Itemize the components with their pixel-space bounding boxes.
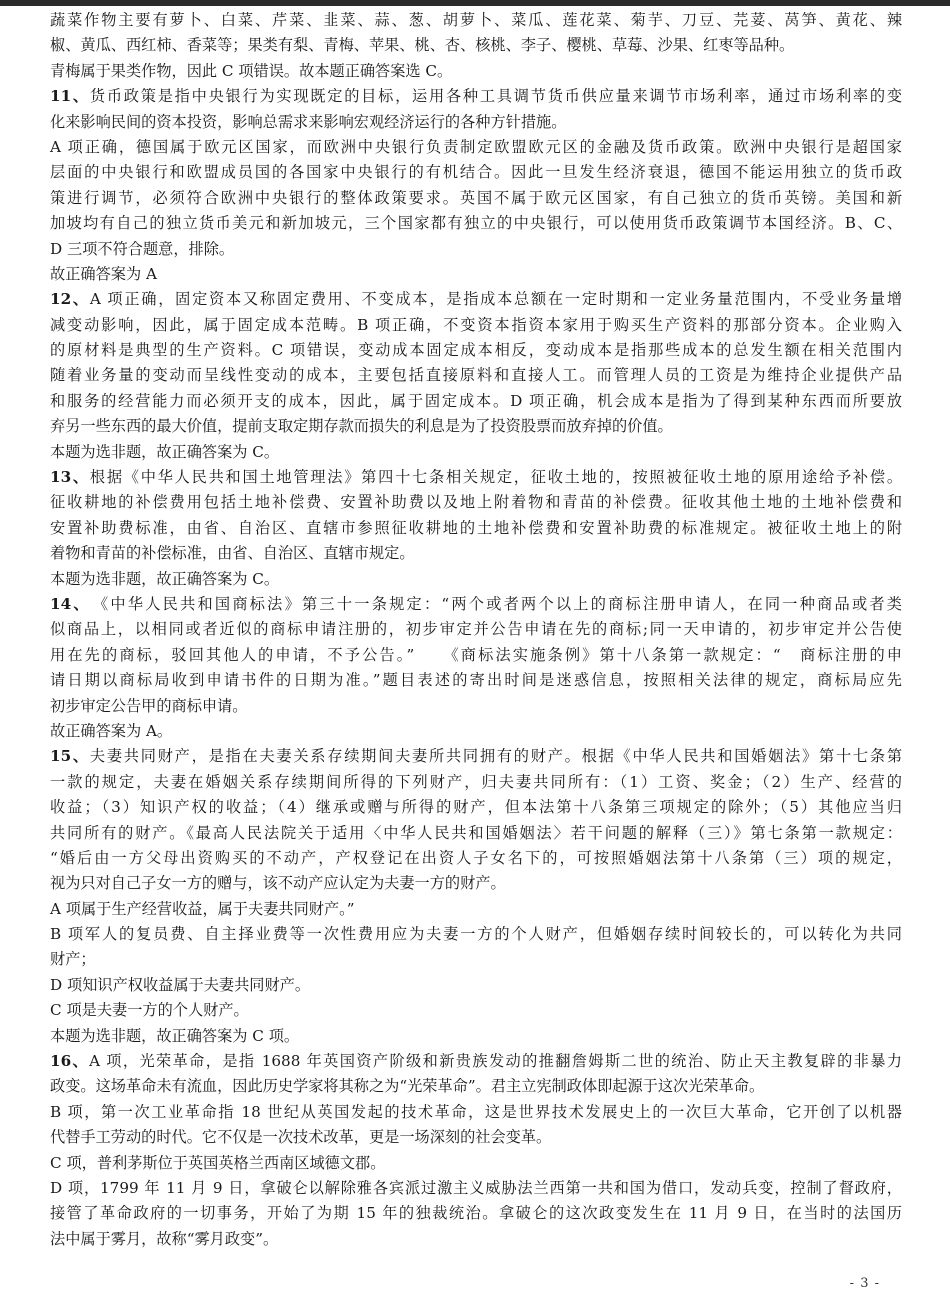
text-line [50, 33, 902, 58]
text-line [50, 338, 902, 363]
paragraph [50, 1176, 902, 1252]
line-text: 本题为选非题，故正确答案为 C。 [50, 442, 280, 461]
text-line [50, 744, 902, 769]
text-line [50, 871, 902, 896]
text-line [50, 1074, 902, 1099]
line-text: 层面的中央银行和欧盟成员国的各国家中央银行的有机结合。因此一旦发生经济衰退，德国不能运用独立的货币政 [50, 163, 902, 182]
question-paragraph [50, 1049, 902, 1100]
text-line [50, 719, 902, 744]
question-paragraph [50, 592, 902, 719]
text-line [50, 694, 902, 719]
line-text: 策进行调节，必须符合欧洲中央银行的整体政策要求。英国不属于欧元区国家，有自己独立的货币英镑。美国和新 [50, 188, 902, 207]
line-text: 随着业务量的变动而呈线性变动的成本，主要包括直接原料和直接人工。而管理人员的工资是为维持企业提供产品 [50, 366, 902, 385]
line-text: 本题为选非题，故正确答案为 C 项。 [50, 1026, 300, 1045]
question-paragraph [50, 84, 902, 135]
text-line [50, 973, 902, 998]
line-text: 椒、黄瓜、西红柿、香菜等；果类有梨、青梅、苹果、桃、杏、核桃、李子、樱桃、草莓、沙果、红枣等品种。 [50, 36, 795, 55]
line-text: 法中属于雾月，故称“雾月政变”。 [50, 1229, 279, 1248]
text-line [50, 160, 902, 185]
text-line [50, 541, 902, 566]
line-text: 故正确答案为 A。 [50, 721, 173, 740]
question-number: 13、 [50, 468, 90, 487]
line-text: C 项，普利茅斯位于英国英格兰西南区域德文郡。 [50, 1153, 386, 1172]
paragraph [50, 262, 902, 287]
paragraph [50, 59, 902, 84]
question-number: 16、 [50, 1052, 90, 1071]
line-text: 弃另一些东西的最大价值，提前支取定期存款而损失的利息是为了投资股票而放弃掉的价值。 [50, 417, 673, 436]
text-line [50, 440, 902, 465]
paragraph [50, 135, 902, 262]
line-text: 本题为选非题，故正确答案为 C。 [50, 569, 280, 588]
page-number: - 3 - [849, 1276, 880, 1291]
line-text: 着物和青苗的补偿标准，由省、自治区、直辖市规定。 [50, 544, 415, 563]
text-line [50, 1176, 902, 1201]
paragraph [50, 1151, 902, 1176]
text-line [50, 287, 902, 312]
line-text: D 项，1799 年 11 月 9 日，拿破仑以解除雅各宾派过激主义威胁法兰西第一共和国为借口，发动兵变，控制了督政府， [50, 1178, 902, 1197]
paragraph [50, 922, 902, 973]
paragraph [50, 567, 902, 592]
document-body [50, 8, 902, 1252]
line-text: C 项是夫妻一方的个人财产。 [50, 1001, 249, 1020]
text-line [50, 770, 902, 795]
question-number: 15、 [50, 747, 90, 766]
text-line [50, 795, 902, 820]
question-number: 11、 [50, 87, 90, 106]
text-line [50, 592, 902, 617]
paragraph [50, 719, 902, 744]
line-text: 货币政策是指中央银行为实现既定的目标，运用各种工具调节货币供应量来调节市场利率，通过市场利率的变 [89, 87, 903, 106]
question-number: 12、 [50, 290, 90, 309]
text-line [50, 1227, 902, 1252]
text-line [50, 389, 902, 414]
text-line [50, 465, 902, 490]
line-text: D 项知识产权收益属于夫妻共同财产。 [50, 975, 311, 994]
text-line [50, 643, 902, 668]
text-line [50, 1151, 902, 1176]
line-text: 根据《中华人民共和国土地管理法》第四十七条相关规定，征收土地的，按照被征收土地的原用途给予补偿。 [89, 468, 903, 487]
line-text: 用在先的商标，驳回其他人的申请，不予公告。” 《商标法实施条例》第十八条第一款规定：“ 商标注册的申 [50, 645, 902, 664]
text-line [50, 1100, 902, 1125]
text-line [50, 8, 902, 33]
line-text: 蔬菜作物主要有萝卜、白菜、芹菜、韭菜、蒜、葱、胡萝卜、菜瓜、莲花菜、菊芋、刀豆、芫荽、莴笋、黄花、辣 [50, 11, 902, 29]
text-line [50, 922, 902, 947]
text-line [50, 363, 902, 388]
question-paragraph [50, 465, 902, 567]
question-number: 14、 [50, 594, 84, 613]
text-line [50, 211, 902, 236]
line-text: 初步审定公告甲的商标申请。 [50, 696, 248, 715]
line-text: A 项正确，德国属于欧元区国家，而欧洲中央银行负责制定欧盟欧元区的金融及货币政策。欧洲中央银行是超国家 [50, 137, 902, 156]
text-line [50, 567, 902, 592]
text-line [50, 414, 902, 439]
text-line [50, 897, 902, 922]
line-text: 故正确答案为 A [50, 264, 157, 283]
line-text: D 三项不符合题意，排除。 [50, 239, 235, 258]
paragraph [50, 973, 902, 998]
text-line [50, 1125, 902, 1150]
paragraph [50, 897, 902, 922]
question-paragraph [50, 744, 902, 896]
line-text: 的原材料是典型的生产资料。C 项错误，变动成本固定成本相反，变动成本是指那些成本的总发生额在相关范围内 [50, 341, 902, 360]
paragraph [50, 440, 902, 465]
line-text: 青梅属于果类作物，因此 C 项错误。故本题正确答案选 C。 [50, 61, 453, 80]
line-text: 《中华人民共和国商标法》第三十一条规定：“两个或者两个以上的商标注册申请人，在同一种商品或者类 [83, 594, 902, 613]
text-line [50, 668, 902, 693]
line-text: 请日期以商标局收到申请书件的日期为准。”题目表述的寄出时间是迷惑信息，按照相关法律的规定，商标局应先 [50, 671, 902, 690]
line-text: 一款的规定，夫妻在婚姻关系存续期间所得的下列财产，归夫妻共同所有：（1）工资、奖金；（2）生产、经营的 [50, 772, 902, 791]
text-line [50, 313, 902, 338]
line-text: B 项军人的复员费、自主择业费等一次性费用应为夫妻一方的个人财产，但婚姻存续时间较长的，可以转化为共同 [50, 925, 902, 944]
text-line [50, 186, 902, 211]
text-line [50, 617, 902, 642]
text-line [50, 998, 902, 1023]
line-text: 化来影响民间的资本投资，影响总需求来影响宏观经济运行的各种方针措施。 [50, 112, 567, 131]
paragraph [50, 1024, 902, 1049]
text-line [50, 516, 902, 541]
line-text: 和服务的经营能力而必须开支的成本，因此，属于固定成本。D 项正确，机会成本是指为了得到某种东西而所要放 [50, 391, 902, 410]
text-line [50, 1024, 902, 1049]
line-text: 接管了革命政府的一切事务，开始了为期 15 年的独裁统治。拿破仑的这次政变发生在 11 月 9 日，在当时的法国历 [50, 1204, 902, 1223]
text-line [50, 1049, 902, 1074]
text-line [50, 1201, 902, 1226]
text-line [50, 237, 902, 262]
top-rule [0, 0, 950, 6]
paragraph [50, 8, 902, 59]
line-text: B 项，第一次工业革命指 18 世纪从英国发起的技术革命，这是世界技术发展史上的一次巨大革命，它开创了以机器 [50, 1102, 902, 1121]
line-text: 视为只对自己子女一方的赠与，该不动产应认定为夫妻一方的财产。 [50, 874, 506, 893]
line-text: 代替手工劳动的时代。它不仅是一次技术改革，更是一场深刻的社会变革。 [50, 1128, 552, 1147]
paragraph [50, 998, 902, 1023]
line-text: 加坡均有自己的独立货币美元和新加坡元，三个国家都有独立的中央银行，可以使用货币政策调节本国经济。B、C、 [50, 214, 903, 233]
line-text: 财产； [50, 950, 96, 969]
line-text: 政变。这场革命未有流血，因此历史学家将其称之为“光荣革命”。君主立宪制政体即起源于这次光荣革命。 [50, 1077, 765, 1096]
text-line [50, 84, 902, 109]
line-text: 共同所有的财产。《最高人民法院关于适用〈中华人民共和国婚姻法〉若干问题的解释（三）》第七条第一款规定： [50, 823, 902, 842]
text-line [50, 490, 902, 515]
line-text: 征收耕地的补偿费用包括土地补偿费、安置补助费以及地上附着物和青苗的补偿费。征收其他土地的土地补偿费和 [50, 493, 902, 512]
line-text: 似商品上，以相同或者近似的商标申请注册的，初步审定并公告申请在先的商标;同一天申请的，初步审定并公告使 [50, 620, 902, 639]
text-line [50, 135, 902, 160]
line-text: 减变动影响，因此，属于固定成本范畴。B 项正确，不变资本指资本家用于购买生产资料的那部分资本。企业购入 [50, 315, 902, 334]
line-text: 安置补助费标准，由省、自治区、直辖市参照征收耕地的土地补偿费和安置补助费的标准规定。被征收土地上的附 [50, 518, 902, 537]
line-text: 收益；（3）知识产权的收益；（4）继承或赠与所得的财产，但本法第十八条第三项规定的除外；（5）其他应当归 [50, 798, 902, 817]
line-text: A 项属于生产经营收益，属于夫妻共同财产。” [50, 899, 355, 918]
text-line [50, 846, 902, 871]
line-text: 夫妻共同财产，是指在夫妻关系存续期间夫妻所共同拥有的财产。根据《中华人民共和国婚姻法》第十七条第 [89, 747, 903, 766]
paragraph [50, 1100, 902, 1151]
line-text: “婚后由一方父母出资购买的不动产，产权登记在出资人子女名下的，可按照婚姻法第十八条第（三）项的规定， [50, 848, 902, 867]
line-text: A 项，光荣革命，是指 1688 年英国资产阶级和新贵族发动的推翻詹姆斯二世的统治、防止天主教复辟的非暴力 [89, 1052, 902, 1071]
text-line [50, 947, 902, 972]
question-paragraph [50, 287, 902, 439]
text-line [50, 110, 902, 135]
text-line [50, 262, 902, 287]
line-text: A 项正确，固定资本又称固定费用、不变成本，是指成本总额在一定时期和一定业务量范围内，不受业务量增 [89, 290, 903, 309]
text-line [50, 821, 902, 846]
text-line [50, 59, 902, 84]
